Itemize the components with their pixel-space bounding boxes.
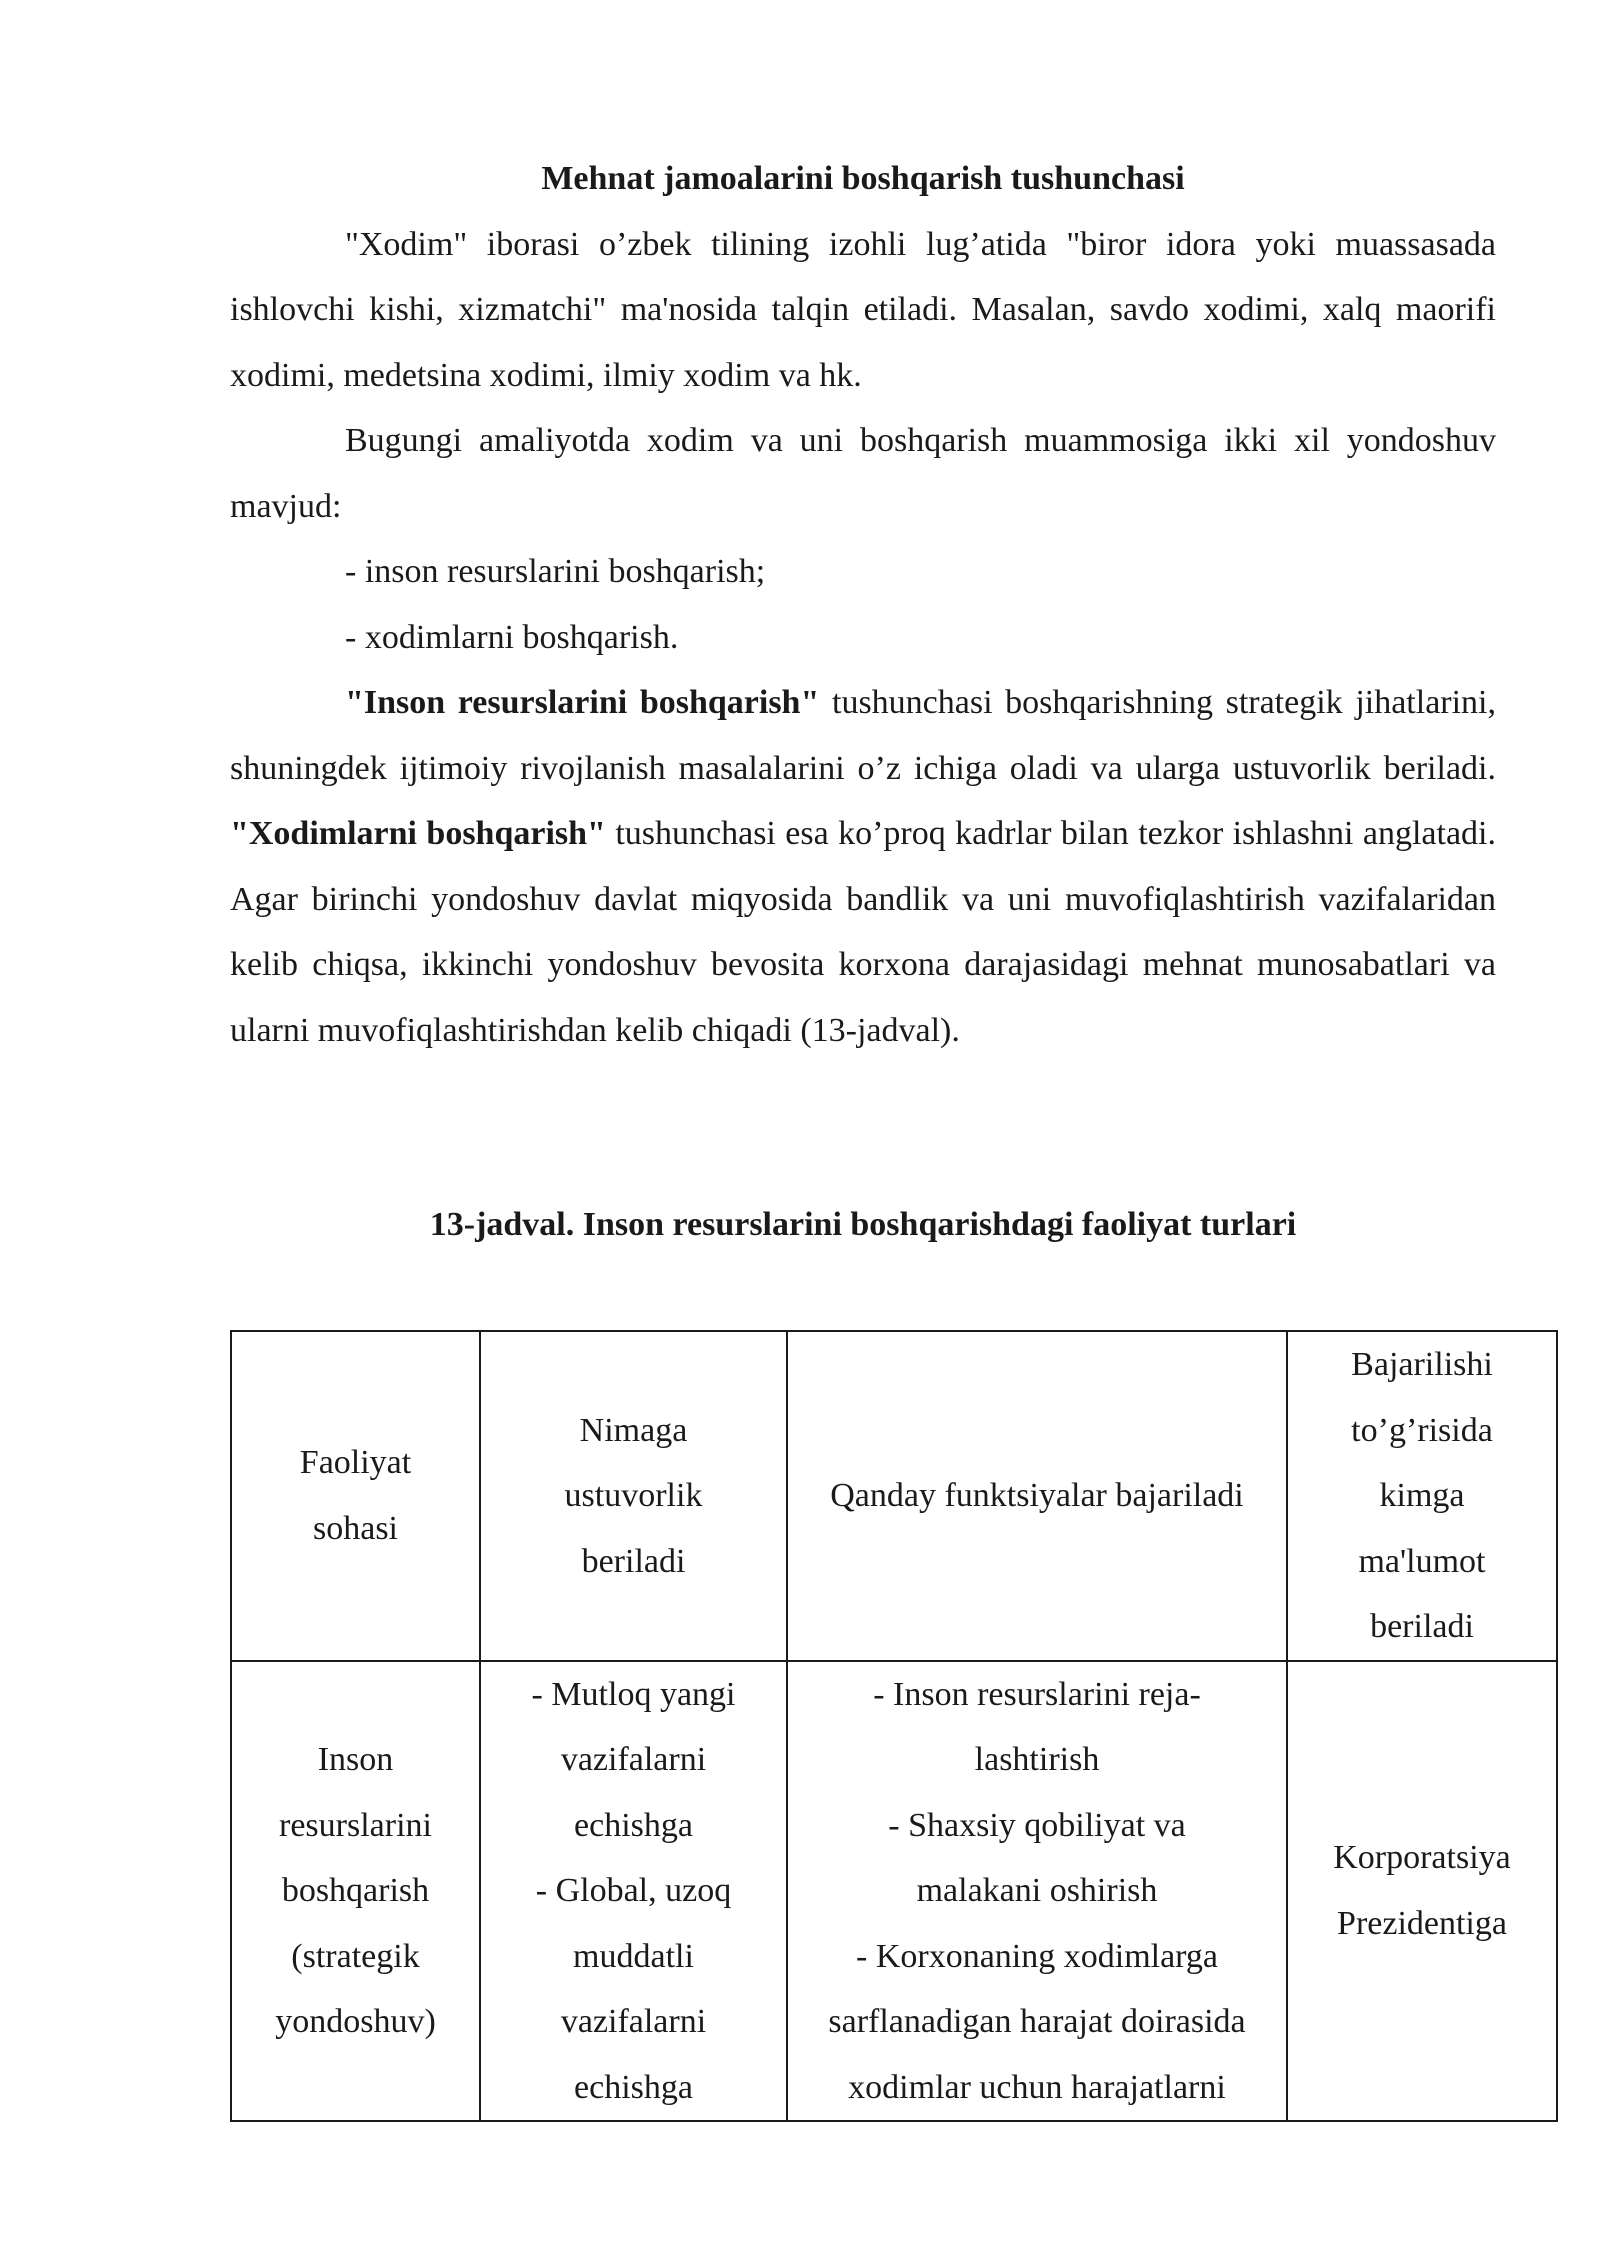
activity-types-table — [230, 1330, 1558, 2122]
cell-malumot-qabul-qiluvchi — [1287, 1661, 1557, 2122]
cell-line: resurslarini — [279, 1806, 432, 1844]
header-cell-malumot — [1287, 1331, 1557, 1661]
cell-line: to’g’risida — [1351, 1411, 1493, 1449]
cell-line: yondoshuv) — [275, 2003, 436, 2040]
cell-line: ustuvorlik — [564, 1477, 703, 1514]
cell-line: Nimaga — [579, 1411, 688, 1449]
header-cell-faoliyat-sohasi — [231, 1331, 480, 1661]
cell-line: Korporatsiya — [1333, 1839, 1511, 1877]
cell-line: - Shaxsiy qobiliyat va — [888, 1806, 1186, 1844]
paragraph-text: tushunchasi boshqarishning strategik jihatlarini, shuningdek ijtimoiy rivojlanish masalalarini o’z ichiga oladi va ularga ustuvorlik beriladi. — [230, 684, 1496, 787]
cell-faoliyat-sohasi — [231, 1661, 480, 2122]
cell-line: Inson — [317, 1741, 394, 1778]
cell-line: vazifalarni — [560, 1741, 707, 1778]
cell-line: ma'lumot — [1358, 1542, 1486, 1580]
paragraph-concepts — [230, 670, 1496, 1063]
cell-line: vazifalarni — [560, 2003, 707, 2040]
table-caption: 13-jadval. Inson resurslarini boshqarishdagi faoliyat turlari — [429, 1206, 1297, 1243]
cell-line: Faoliyat — [299, 1444, 412, 1482]
cell-line: - Inson resurslarini reja- — [873, 1675, 1201, 1713]
cell-line: (strategik — [291, 1937, 420, 1975]
cell-line: echishga — [574, 1806, 693, 1844]
cell-line: - Mutloq yangi — [531, 1675, 736, 1713]
cell-line: - Global, uzoq — [535, 1872, 732, 1909]
header-cell-funktsiyalar — [787, 1331, 1287, 1661]
cell-line: boshqarish — [281, 1872, 430, 1909]
cell-funktsiyalar — [787, 1661, 1287, 2122]
cell-line: malakani oshirish — [916, 1872, 1158, 1909]
bullet-item: - xodimlarni boshqarish. — [345, 618, 679, 656]
bold-term-xodimlarni: "Xodimlarni boshqarish" — [230, 815, 606, 852]
cell-line: beriladi — [1370, 1608, 1474, 1645]
table-header-row — [231, 1331, 1557, 1661]
cell-line: sarflanadigan harajat doirasida — [828, 2003, 1246, 2040]
cell-line: sohasi — [313, 1509, 398, 1547]
paragraph-text: tushunchasi esa ko’proq kadrlar bilan tezkor ishlashni anglatadi. Agar birinchi yondoshuv davlat miqyosida bandlik va uni muvofiqlashtirish vazifalaridan kelib chiqsa, ikkinchi yondoshuv bevosita korxona darajasidagi mehnat munosabatlari va ularni muvofiqlashtirishdan kelib chiqadi (13-jadval). — [230, 815, 1496, 1049]
cell-line: xodimlar uchun harajatlarni — [848, 2068, 1226, 2106]
cell-line: muddatli — [573, 1937, 694, 1975]
cell-line: echishga — [574, 2068, 693, 2106]
header-cell-ustuvorlik — [480, 1331, 787, 1661]
paragraph-two-approaches: Bugungi amaliyotda xodim va uni boshqarish muammosiga ikki xil yondoshuv mavjud: — [230, 422, 1496, 525]
bullet-item: - inson resurslarini boshqarish; — [345, 553, 766, 590]
page-content — [230, 146, 1511, 2106]
page-title: Mehnat jamoalarini boshqarish tushunchasi — [541, 160, 1185, 197]
bold-term-inson-resurslari: "Inson resurslarini boshqarish" — [345, 684, 820, 721]
table-row — [231, 1661, 1557, 2122]
cell-line: Prezidentiga — [1337, 1904, 1507, 1942]
cell-line: - Korxonaning xodimlarga — [856, 1937, 1218, 1975]
cell-line: lashtirish — [974, 1741, 1100, 1778]
cell-ustuvorlik — [480, 1661, 787, 2122]
cell-line: Qanday funktsiyalar bajariladi — [830, 1477, 1244, 1514]
cell-line: beriladi — [581, 1542, 686, 1580]
cell-line: Bajarilishi — [1351, 1346, 1493, 1383]
cell-line: kimga — [1379, 1477, 1465, 1514]
paragraph-xodim-definition: "Xodim" iborasi o’zbek tilining izohli lug’atida "biror idora yoki muassasada ishlovchi kishi, xizmatchi" ma'nosida talqin etiladi. Masalan, savdo xodimi, xalq maorifi xodimi, medetsina xodimi, ilmiy xodim va hk. — [230, 225, 1496, 394]
